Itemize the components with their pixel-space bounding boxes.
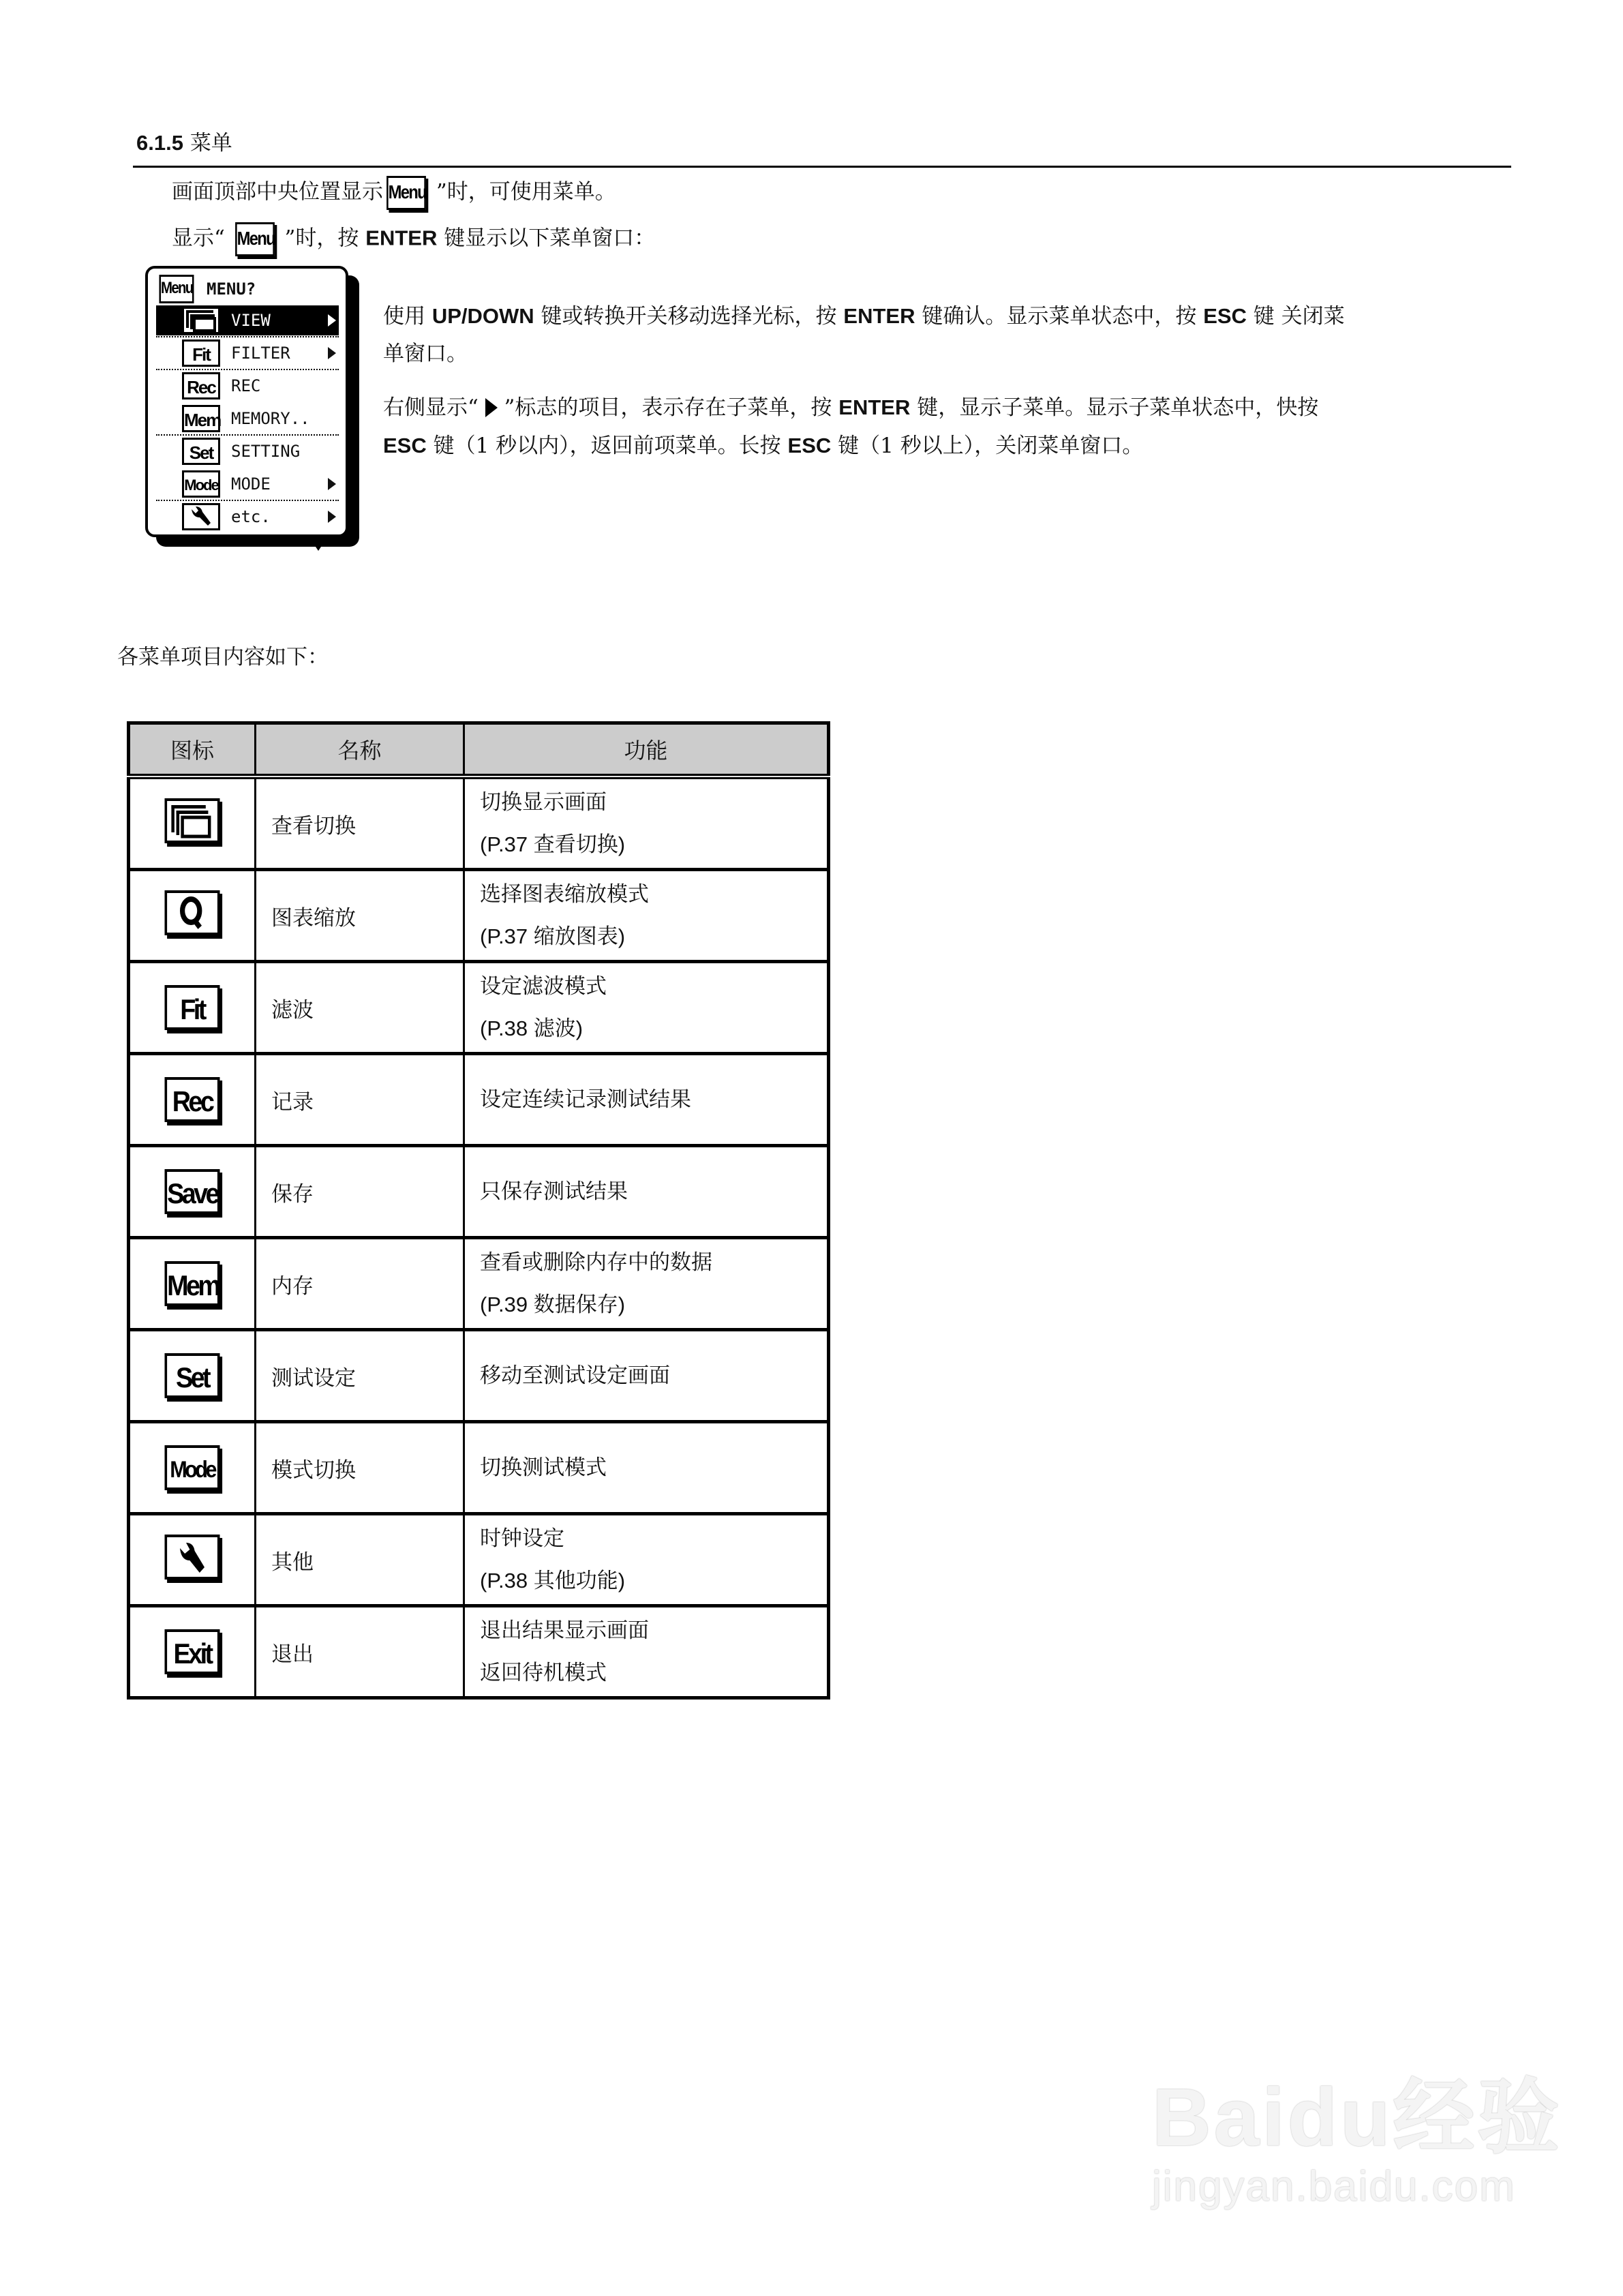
popup-item-label: etc. [231,507,271,526]
save-icon: Save [165,1169,220,1214]
rec-icon: Rec [165,1077,220,1122]
function-text: 返回待机模式 [480,1661,607,1685]
intro-text: ”时，按 [277,226,366,251]
function-text: 查看或删除内存中的数据 [480,1250,712,1275]
submenu-arrow-icon [328,347,336,359]
popup-item-label: FILTER [231,344,290,363]
icon-cell [129,1238,256,1330]
name-cell: 记录 [256,1054,464,1146]
esc-key-label: ESC [1203,304,1247,328]
wrench-icon [165,1535,220,1580]
enter-key-label: ENTER [838,395,911,419]
submenu-arrow-icon [328,478,336,490]
header-icon: 图标 [129,723,256,777]
desc-text: 键 关闭菜 [1246,304,1345,329]
esc-key-label: ESC [787,434,832,457]
fit-icon: Fit [165,985,220,1030]
icon-cell [129,1146,256,1238]
function-text: 设定滤波模式 [480,974,607,999]
mode-icon: Mode [182,470,220,498]
desc-text: 键（1 秒以内），返回前项菜单。长按 [426,434,788,458]
exit-icon: Exit [165,1629,220,1674]
table-row [129,776,829,870]
table-row [129,1146,829,1238]
function-text: 退出结果显示画面 [480,1618,649,1643]
popup-item-label: MEMORY.. [231,409,310,428]
fit-icon: Fit [182,339,220,367]
page-reference: (P.37 缩放图表) [480,924,626,948]
intro-line-1 [172,176,616,210]
desc-text: 键确认。显示菜单状态中，按 [915,304,1204,329]
description-paragraph-1 [383,297,1515,373]
set-icon: Set [182,438,220,465]
name-cell: 查看切换 [256,776,464,870]
table-row [129,1238,829,1330]
mode-icon: Mode [165,1445,220,1490]
icon-cell [129,870,256,962]
function-text: 切换显示画面 [480,790,607,815]
submenu-arrow-icon [328,314,336,327]
popup-item-memory[interactable] [156,404,339,434]
mem-icon: Mem [165,1261,220,1306]
desc-text: 键（1 秒以上），关闭菜单窗口。 [831,434,1144,458]
table-intro: 各菜单项目内容如下： [117,645,329,669]
name-cell: 图表缩放 [256,870,464,962]
name-cell: 退出 [256,1606,464,1698]
name-cell: 内存 [256,1238,464,1330]
submenu-arrow-icon [328,511,336,523]
intro-text: 键显示以下菜单窗口： [437,226,656,251]
watermark-brand: Baidu经验 [1152,2072,1562,2163]
enter-key-label: ENTER [843,304,915,328]
page-reference: (P.38 其他功能) [480,1569,626,1592]
menu-badge-icon: Menu [235,222,275,256]
icon-cell [129,1514,256,1606]
section-divider [133,166,1511,168]
desc-text: 键或转换开关移动选择光标，按 [534,304,844,329]
function-cell [464,1054,829,1146]
table-row [129,962,829,1054]
popup-item-filter[interactable] [156,338,339,368]
rec-icon: Rec [182,372,220,399]
function-text: 切换测试模式 [480,1455,607,1480]
name-cell: 其他 [256,1514,464,1606]
esc-key-label: ESC [383,434,427,457]
menu-badge-icon: Menu [160,275,194,303]
function-cell [464,1422,829,1514]
popup-item-etc[interactable] [156,502,339,532]
desc-text: 使用 [383,304,432,329]
section-title: 菜单 [189,131,232,155]
page-reference: (P.37 查看切换) [480,832,626,856]
popup-item-label: MODE [231,474,271,494]
menu-popup-window [145,266,348,537]
section-heading [136,130,232,157]
icon-cell [129,962,256,1054]
function-text: 设定连续记录测试结果 [480,1087,691,1112]
desc-text: ”标志的项目，表示存在子菜单，按 [497,395,839,420]
function-cell [464,1238,829,1330]
desc-text: 单窗口。 [383,342,468,366]
icon-cell [129,1606,256,1698]
popup-title: MENU? [207,280,256,299]
icon-cell [129,1422,256,1514]
page-reference: (P.39 数据保存) [480,1293,626,1316]
function-text: 选择图表缩放模式 [480,882,649,907]
function-text: 移动至测试设定画面 [480,1363,670,1388]
header-function: 功能 [464,723,829,777]
table-header-row [129,723,829,777]
function-text: 时钟设定 [480,1526,564,1551]
popup-item-label: VIEW [231,311,271,330]
icon-cell [129,776,256,870]
table-row [129,1330,829,1422]
popup-header [156,275,256,303]
popup-item-view[interactable] [156,305,339,335]
popup-item-mode[interactable] [156,469,339,499]
function-cell [464,962,829,1054]
popup-item-rec[interactable] [156,371,339,401]
name-cell: 滤波 [256,962,464,1054]
enter-key-label: ENTER [365,226,438,250]
desc-text: 键，显示子菜单。显示子菜单状态中，快按 [910,395,1319,420]
function-cell [464,870,829,962]
table-row [129,1054,829,1146]
view-icon [182,307,220,334]
intro-text: 显示“ [172,226,232,251]
name-cell: 保存 [256,1146,464,1238]
table-row [129,1514,829,1606]
watermark-site: jingyan.baidu.com [1152,2163,1516,2210]
icon-cell [129,1330,256,1422]
desc-text: 右侧显示“ [383,395,485,420]
menu-items-table [127,721,830,1700]
name-cell: 模式切换 [256,1422,464,1514]
set-icon: Set [165,1353,220,1398]
baidu-watermark [1152,2052,1562,2211]
view-icon [165,798,220,843]
popup-pointer [310,539,327,551]
table-row [129,1422,829,1514]
description-paragraph-2 [383,389,1515,465]
intro-text: 画面顶部中央位置显示 [172,179,383,205]
intro-text: ”时，可使用菜单。 [429,179,616,205]
name-cell: 测试设定 [256,1330,464,1422]
popup-item-setting[interactable] [156,436,339,466]
function-cell [464,1330,829,1422]
function-cell [464,776,829,870]
header-name: 名称 [256,723,464,777]
table-row [129,870,829,962]
table-row [129,1606,829,1698]
updown-key-label: UP/DOWN [431,304,534,328]
section-number: 6.1.5 [136,131,183,155]
submenu-arrow-icon [485,398,498,417]
popup-item-label: REC [231,376,261,395]
wrench-icon [182,503,220,530]
function-text: 只保存测试结果 [480,1179,628,1204]
menu-badge-icon: Menu [386,176,426,210]
function-cell [464,1606,829,1698]
function-cell [464,1514,829,1606]
page-reference: (P.38 滤波) [480,1016,583,1040]
function-cell [464,1146,829,1238]
icon-cell [129,1054,256,1146]
popup-item-label: SETTING [231,442,301,461]
intro-line-2 [172,222,655,256]
zoom-icon [165,890,220,935]
mem-icon: Mem [182,405,220,432]
